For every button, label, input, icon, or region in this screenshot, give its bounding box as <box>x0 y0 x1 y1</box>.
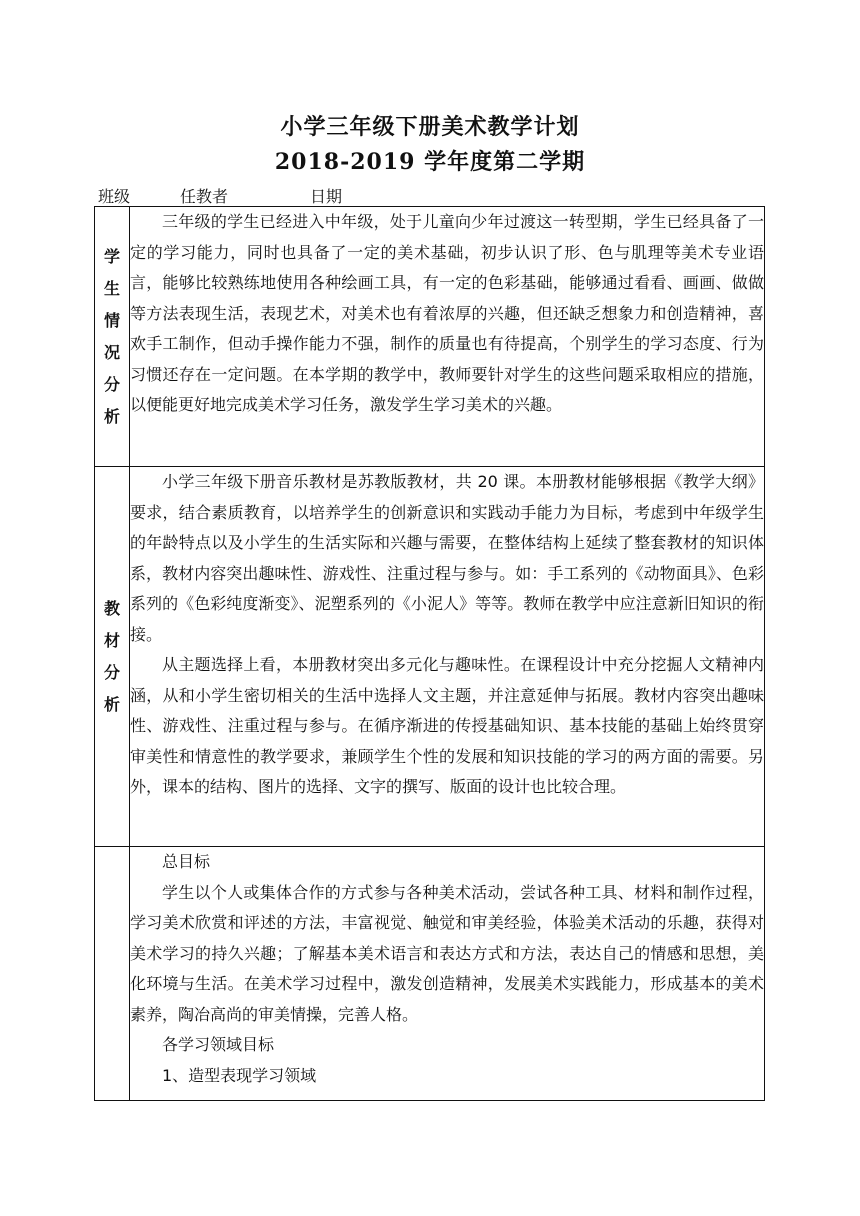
class-blank <box>130 190 180 207</box>
plan-table <box>94 206 765 1101</box>
section-content-goals <box>130 847 765 1101</box>
section-label-student: 学 生 情 况 分 析 <box>95 207 130 467</box>
section-content-material <box>130 467 765 847</box>
page-subtitle: 2018-2019 学年度第二学期 <box>274 149 586 175</box>
teacher-label: 任教者 <box>180 187 229 206</box>
date-blank <box>342 190 402 207</box>
section-label-goals <box>95 847 130 1101</box>
goal-item: 1、造型表现学习领域 <box>162 1065 317 1085</box>
goal-heading: 总目标 <box>162 852 211 871</box>
section-row-student <box>95 207 765 467</box>
section-content-student <box>130 207 765 467</box>
section-row-material <box>95 467 765 847</box>
section-label-material: 教 材 分 析 <box>95 467 130 847</box>
teacher-blank <box>228 190 310 207</box>
section-row-goals <box>95 847 765 1101</box>
paragraph: 从主题选择上看，本册教材突出多元化与趣味性。在课程设计中充分挖掘人文精神内涵，从和小学生密切相关的生活中选择人文主题，并注意延伸与拓展。教材内容突出趣味性、游戏性、注重过程与参与。在循序渐进的传授基础知识、基本技能的基础上始终贯穿审美性和情意性的教学要求，兼顾学生个性的发展和知识技能的学习的两方面的需要。另外，课本的结构、图片的选择、文字的撰写、版面的设计也比较合理。 <box>130 655 764 796</box>
paragraph: 学生以个人或集体合作的方式参与各种美术活动，尝试各种工具、材料和制作过程，学习美术欣赏和评述的方法，丰富视觉、触觉和审美经验，体验美术活动的乐趣，获得对美术学习的持久兴趣；了解基本美术语言和表达方式和方法，表达自己的情感和思想，美化环境与生活。在美术学习过程中，激发创造精神，发展美术实践能力，形成基本的美术素养，陶冶高尚的审美情操，完善人格。 <box>130 882 764 1024</box>
class-label: 班级 <box>98 187 131 206</box>
paragraph: 三年级的学生已经进入中年级，处于儿童向少年过渡这一转型期，学生已经具备了一定的学习能力，同时也具备了一定的美术基础，初步认识了形、色与肌理等美术专业语言，能够比较熟练地使用各种绘画工具，有一定的色彩基础，能够通过看看、画画、做做等方法表现生活，表现艺术，对美术也有着浓厚的兴趣，但还缺乏想象力和创造精神，喜欢手工制作，但动手操作能力不强，制作的质量也有待提高，个别学生的学习态度、行为习惯还存在一定问题。在本学期的教学中，教师要针对学生的这些问题采取相应的措施，以便能更好地完成美术学习任务，激发学生学习美术的兴趣。 <box>130 212 764 414</box>
page-title: 小学三年级下册美术教学计划 <box>280 114 580 140</box>
header-fields <box>98 184 402 207</box>
paragraph: 小学三年级下册音乐教材是苏教版教材，共 20 课。本册教材能够根据《教学大纲》要求，结合素质教育，以培养学生的创新意识和实践动手能力为目标，考虑到中年级学生的年龄特点以及小学生的生活实际和兴趣与需要，在整体结构上延续了整套教材的知识体系，教材内容突出趣味性、游戏性、注重过程与参与。如：手工系列的《动物面具》、色彩系列的《色彩纯度渐变》、泥塑系列的《小泥人》等等。教师在教学中应注意新旧知识的衔接。 <box>130 472 764 644</box>
date-label: 日期 <box>310 187 343 206</box>
goal-heading: 各学习领域目标 <box>162 1035 275 1054</box>
